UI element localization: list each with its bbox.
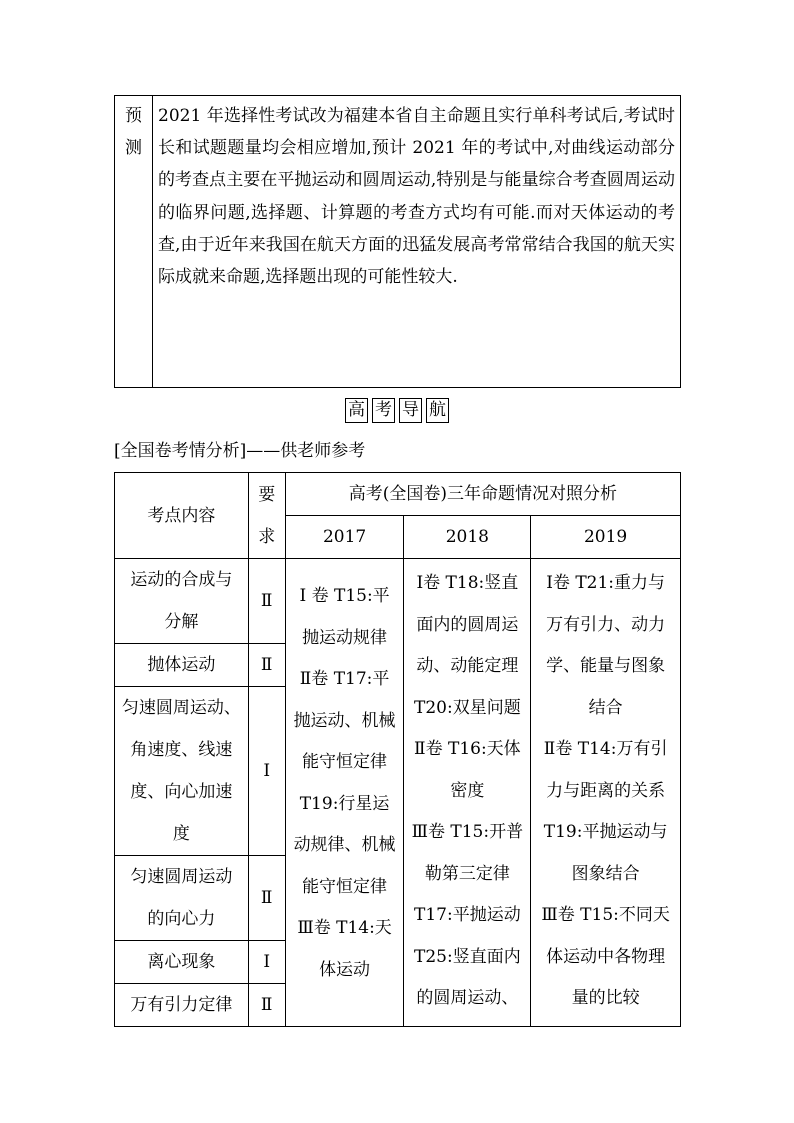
y2018-line: 的圆周运动、: [416, 988, 519, 1008]
y2018-line: Ⅰ卷 T18:竖直: [416, 573, 519, 593]
topic-line: 分解: [164, 612, 199, 632]
header-req-char: 求: [258, 526, 276, 547]
year-2017-cell: [285, 559, 404, 1027]
topic-cell: [115, 984, 249, 1027]
y2019-line: 万有引力、动力: [546, 614, 666, 635]
y2019-line: 图象结合: [571, 863, 640, 884]
topic-line: 角速度、线速: [130, 740, 233, 760]
analysis-table: [114, 472, 681, 1027]
heading-char: 导: [399, 398, 422, 423]
y2017-line: Ⅱ卷 T17:平: [299, 669, 390, 689]
topic-line: 抛体运动: [147, 655, 216, 675]
analysis-subtitle: [全国卷考情分析]——供老师参考: [114, 441, 366, 461]
requirement-cell: Ⅰ: [248, 941, 285, 984]
topic-line: 万有引力定律: [130, 995, 233, 1015]
y2018-line: T17:平抛运动: [414, 905, 521, 925]
header-three-year-title: 高考(全国卷)三年命题情况对照分析: [285, 473, 680, 516]
y2018-line: 勒第三定律: [424, 863, 510, 884]
y2017-line: 抛运动、机械: [293, 710, 396, 731]
y2017-line: Ⅰ 卷 T15:平: [299, 586, 390, 606]
topic-cell: [115, 559, 249, 644]
section-heading: [0, 398, 794, 423]
y2018-line: T20:双星问题: [414, 697, 521, 718]
topic-cell: [115, 644, 249, 687]
y2017-line: 能守恒定律: [302, 876, 388, 897]
prediction-label-char: 预: [125, 106, 142, 126]
y2019-line: 学、能量与图象: [546, 656, 666, 676]
topic-line: 匀速圆周运动、: [121, 698, 241, 718]
requirement-cell: Ⅰ: [248, 687, 285, 856]
heading-char: 航: [426, 398, 449, 423]
topic-line: 度: [172, 824, 190, 844]
y2017-line: Ⅲ卷 T14:天: [297, 918, 392, 938]
y2018-line: 面内的圆周运: [416, 614, 519, 635]
y2019-line: 体运动中各物理: [546, 946, 666, 967]
prediction-label: [115, 96, 153, 388]
requirement-cell: Ⅱ: [248, 984, 285, 1027]
heading-char: 考: [372, 398, 395, 423]
topic-line: 的向心力: [147, 909, 216, 929]
header-year-2018: 2018: [404, 516, 531, 559]
requirement-cell: Ⅱ: [248, 559, 285, 644]
prediction-text: 2021 年选择性考试改为福建本省自主命题且实行单科考试后,考试时长和试题题量均会相应增加,预计 2021 年的考试中,对曲线运动部分的考查点主要在平抛运动和圆周运动,特别是与能量综合考查圆周运动的临界问题,选择题、计算题的考查方式均有可能.而对天体运动的考查,由于近年来我国在航天方面的迅猛发展高考常常结合我国的航天实际成就来命题,选择题出现的可能性较大.: [153, 96, 681, 388]
y2019-line: 量的比较: [571, 988, 640, 1008]
heading-char: 高: [345, 398, 368, 423]
topic-cell: [115, 941, 249, 984]
prediction-table: [114, 95, 681, 388]
topic-line: 运动的合成与: [130, 570, 233, 590]
year-2019-cell: [531, 559, 681, 1027]
y2017-line: 体运动: [319, 959, 371, 980]
topic-line: 度、向心加速: [130, 782, 233, 802]
y2019-line: 力与距离的关系: [546, 780, 666, 801]
topic-line: 离心现象: [147, 952, 216, 972]
header-requirement: [248, 473, 285, 559]
topic-cell: [115, 856, 249, 941]
y2018-line: 动、动能定理: [416, 656, 519, 676]
y2018-line: Ⅲ卷 T15:开普: [411, 822, 524, 842]
topic-line: 匀速圆周运动: [130, 867, 233, 887]
year-2018-cell: [404, 559, 531, 1027]
y2019-line: Ⅲ卷 T15:不同天: [541, 905, 670, 925]
y2019-line: T19:平抛运动与: [543, 822, 668, 842]
prediction-label-char: 测: [125, 138, 142, 158]
y2018-line: T25:竖直面内: [414, 946, 521, 967]
y2017-line: 能守恒定律: [302, 752, 388, 772]
header-year-2019: 2019: [531, 516, 681, 559]
y2017-line: 动规律、机械: [293, 835, 396, 855]
header-req-char: 要: [258, 484, 276, 505]
y2018-line: Ⅱ卷 T16:天体: [414, 739, 521, 759]
y2019-line: 结合: [588, 697, 623, 718]
y2017-line: T19:行星运: [299, 793, 390, 814]
requirement-cell: Ⅱ: [248, 644, 285, 687]
header-content: 考点内容: [115, 473, 249, 559]
y2018-line: 密度: [450, 780, 485, 801]
topic-cell: [115, 687, 249, 856]
y2019-line: Ⅰ卷 T21:重力与: [546, 573, 666, 593]
y2017-line: 抛运动规律: [302, 627, 388, 648]
requirement-cell: Ⅱ: [248, 856, 285, 941]
header-year-2017: 2017: [285, 516, 404, 559]
y2019-line: Ⅱ卷 T14:万有引: [543, 739, 668, 759]
